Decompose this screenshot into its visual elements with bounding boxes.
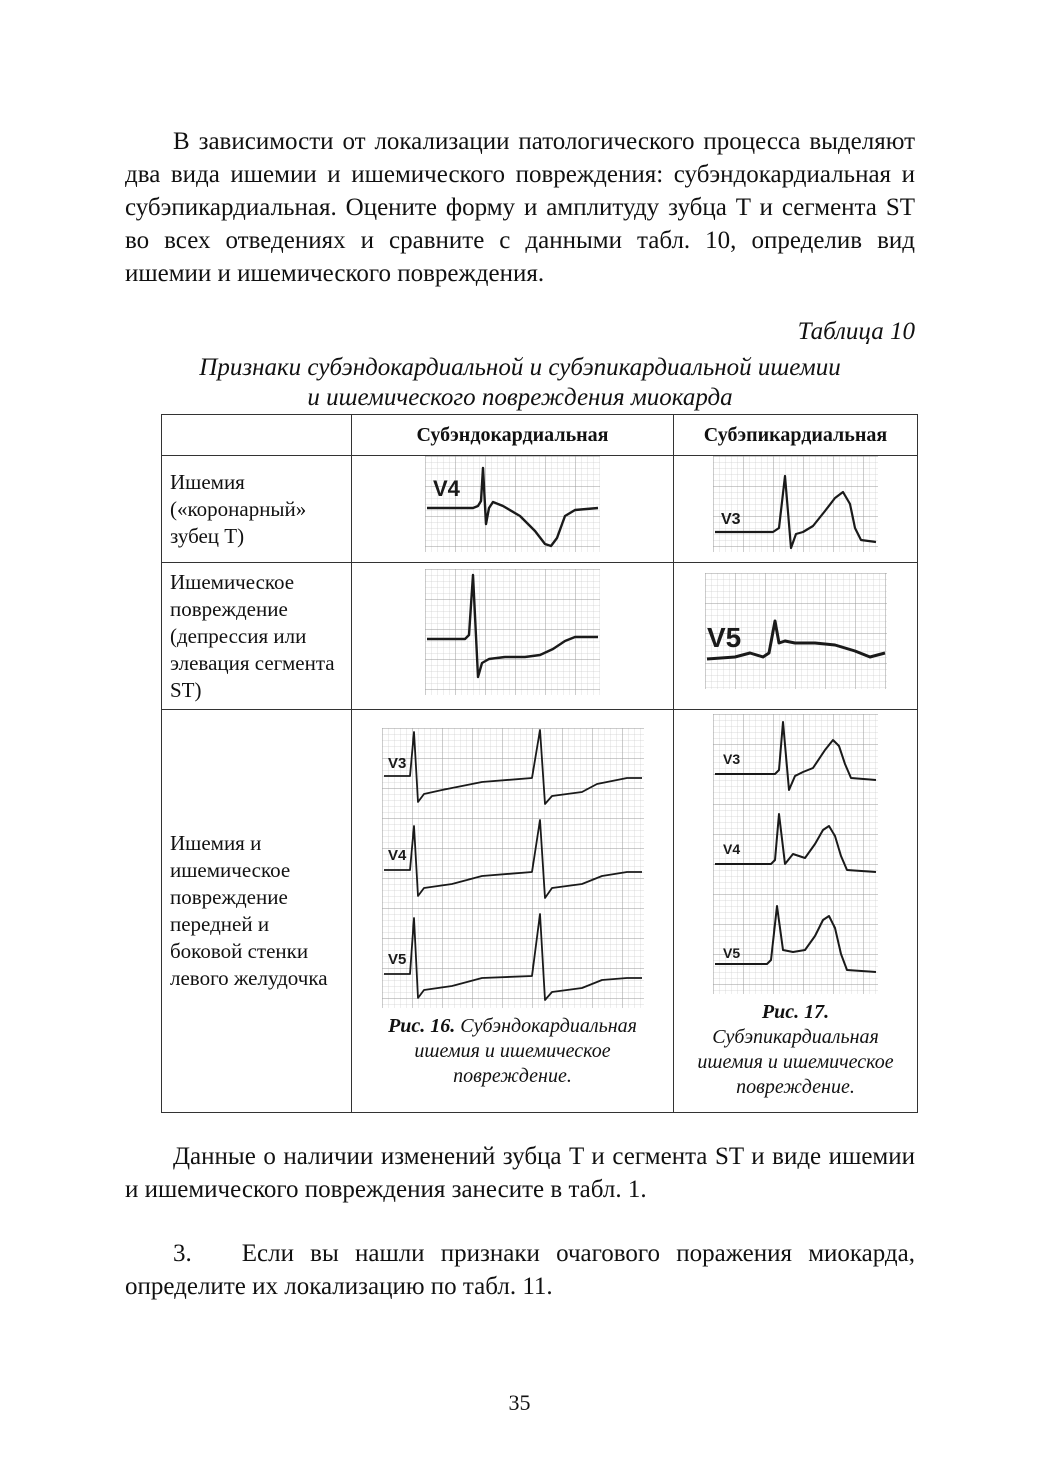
- ecg-grid-major: [425, 456, 600, 552]
- ecg-grid-major: [425, 569, 600, 695]
- fig16-number: Рис. 16.: [388, 1015, 456, 1037]
- item-3-paragraph: 3. Если вы нашли признаки очагового поражения миокарда, определите их локализацию по табл. 11.: [125, 1240, 915, 1300]
- lead-label-v5: V5: [723, 945, 741, 961]
- lead-label-v4: V4: [387, 847, 406, 864]
- table-caption-line-1: Признаки субэндокардиальной и субэпикардиальной ишемии: [199, 354, 841, 381]
- table-row-ischemia: [162, 456, 918, 563]
- ecg-cell-subepi-ischemia: [674, 456, 918, 563]
- lead-label-v4: V4: [723, 841, 741, 857]
- ecg-subepi-injury-v5: [705, 573, 887, 689]
- lead-label-v3: V3: [723, 751, 741, 767]
- lead-label-v3: V3: [721, 511, 741, 528]
- fig17-caption: [674, 994, 917, 1104]
- ecg-subendo-ischemia-v4: [425, 456, 600, 552]
- row-label-ischemia-and-injury: Ишемия и ишемическое повреждение передней и боковой стенки левого желудочка: [162, 710, 352, 1113]
- lead-label-v5: V5: [706, 622, 741, 653]
- outro-paragraph: Данные о наличии изменений зубца T и сегмента ST и виде ишемии и ишемического повреждения занесите в табл. 1.: [125, 1143, 915, 1203]
- ecg-cell-fig17: [674, 710, 918, 1113]
- table-caption: [125, 353, 915, 413]
- lead-label-v3: V3: [387, 755, 406, 772]
- empty-header-cell: [162, 415, 352, 456]
- ecg-cell-fig16: [352, 710, 674, 1113]
- table-row-injury: [162, 563, 918, 710]
- fig17-number: Рис. 17.: [761, 1001, 830, 1023]
- fig16-caption: [352, 1008, 673, 1093]
- lead-label-v5: V5: [387, 951, 406, 968]
- page-number: 35: [508, 1390, 531, 1415]
- fig16-text: Субэндокардиальная ишемия и ишемическое повреждение.: [414, 1015, 637, 1087]
- ecg-fig17-leads: [713, 714, 878, 994]
- ecg-grid-major: [382, 728, 644, 1008]
- header-subepicardial: Субэпикардиальная: [674, 415, 918, 456]
- ecg-subepi-ischemia-v3: [713, 456, 878, 552]
- ecg-subendo-injury: [425, 569, 600, 695]
- table-row-ischemia-and-injury: [162, 710, 918, 1113]
- ecg-fig16-leads: [382, 728, 644, 1008]
- lead-label-v4: V4: [433, 476, 460, 501]
- ecg-cell-subendo-injury: [352, 563, 674, 710]
- ecg-signs-table: [161, 414, 918, 1113]
- table-label: Таблица 10: [797, 318, 915, 345]
- table-header-row: [162, 415, 918, 456]
- fig17-text: Субэпикардиальная ишемия и ишемическое повреждение.: [697, 1026, 894, 1098]
- intro-paragraph: В зависимости от локализации патологического процесса выделяют два вида ишемии и ишемического повреждения: субэндокардиальная и субэпикардиальная. Оцените форму и амплитуду зубца T и сегмента ST во всех отведениях и сравните с данными табл. 10, определив вид ишемии и ишемического повреждения.: [125, 128, 915, 287]
- ecg-cell-subepi-injury: [674, 563, 918, 710]
- row-label-ischemia: Ишемия («коронарный» зубец T): [162, 456, 352, 563]
- row-label-injury: Ишемическое повреждение (депрессия или элевация сегмента ST): [162, 563, 352, 710]
- header-subendocardial: Субэндокардиальная: [352, 415, 674, 456]
- table-caption-line-2: и ишемического повреждения миокарда: [307, 384, 733, 411]
- ecg-cell-subendo-ischemia: [352, 456, 674, 563]
